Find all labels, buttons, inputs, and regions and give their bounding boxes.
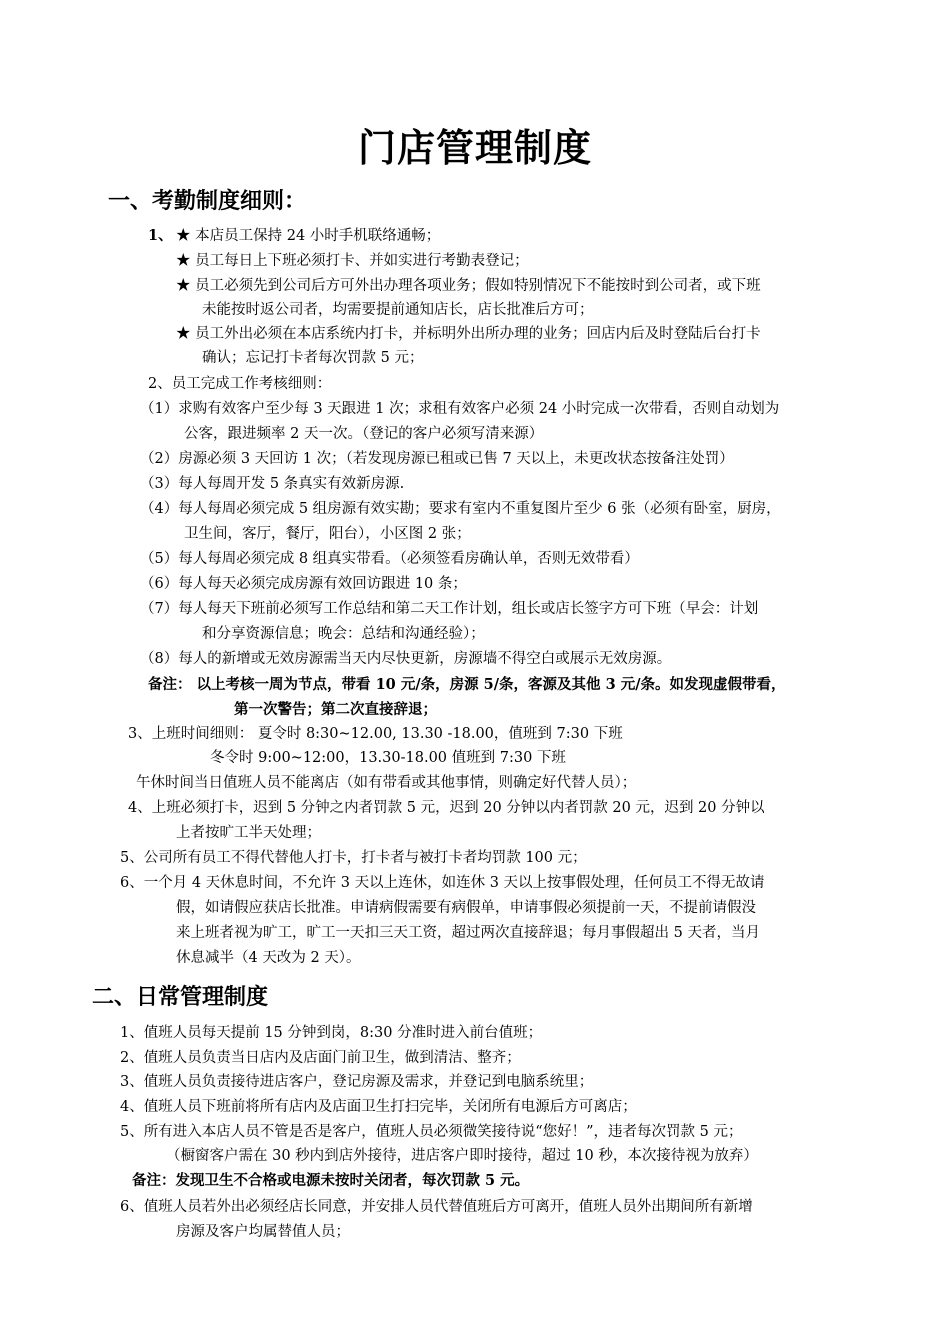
- assessment-line: （7）每人每天下班前必须写工作总结和第二天工作计划，组长或店长签字方可下班（早会：计划: [140, 601, 759, 617]
- assessment-continuation: 公客，跟进频率 2 天一次。（登记的客户必须写清来源）: [184, 426, 544, 442]
- page-title: 门店管理制度: [357, 125, 592, 170]
- section-1-heading: 一、考勤制度细则：: [108, 188, 307, 214]
- bullet-line: ★ 员工必须先到公司后方可外出办理各项业务；假如特别情况下不能按时到公司者，或下班: [176, 278, 761, 294]
- daily-rule-line: 1、值班人员每天提前 15 分钟到岗，8:30 分准时进入前台值班；: [120, 1025, 543, 1041]
- daily-rule-line: 3、值班人员负责接待进店客户，登记房源及需求，并登记到电脑系统里；: [120, 1074, 594, 1090]
- assessment-line: （2）房源必须 3 天回访 1 次；（若发现房源已租或已售 7 天以上，未更改状态按备注处罚）: [140, 451, 734, 467]
- assessment-line: （8）每人的新增或无效房源需当天内尽快更新，房源墙不得空白或展示无效房源。: [140, 651, 672, 667]
- daily-rule-line: 2、值班人员负责当日店内及店面门前卫生，做到清洁、整齐；: [120, 1050, 521, 1066]
- bullet-line: ★ 本店员工保持 24 小时手机联络通畅；: [176, 228, 441, 244]
- daily-rule-line: 5、所有进入本店人员不管是否是客户，值班人员必须微笑接待说“您好！”，违者每次罚款 5 元；: [120, 1124, 743, 1140]
- daily-rule-continuation: 房源及客户均属替值人员；: [176, 1224, 350, 1240]
- assessment-line: （5）每人每周必须完成 8 组真实带看。（必须签看房确认单，否则无效带看）: [140, 551, 639, 567]
- bullet-continuation: 确认；忘记打卡者每次罚款 5 元；: [202, 350, 424, 366]
- assessment-line: （4）每人每周必须完成 5 组房源有效实勘；要求有室内不重复图片至少 6 张（必须有卧室，厨房，: [140, 501, 781, 517]
- bullet-continuation: 未能按时返公司者，均需要提前通知店长，店长批准后方可；: [202, 302, 594, 318]
- work-hours-line: 3、上班时间细则： 夏令时 8:30~12.00, 13.30 -18.00，值班到 7:30 下班: [128, 726, 623, 742]
- work-hours-line: 冬令时 9:00~12:00，13.30-18.00 值班到 7:30 下班: [210, 750, 566, 766]
- leave-continuation: 来上班者视为旷工，旷工一天扣三天工资，超过两次直接辞退；每月事假超出 5 天者，当月: [176, 925, 760, 941]
- assessment-line: （3）每人每周开发 5 条真实有效新房源.: [140, 476, 405, 492]
- daily-rule-line: 4、值班人员下班前将所有店内及店面卫生打扫完毕，关闭所有电源后方可离店；: [120, 1099, 637, 1115]
- hygiene-note: 备注：发现卫生不合格或电源未按时关闭者，每次罚款 5 元。: [132, 1172, 530, 1189]
- assessment-continuation: 卫生间，客厅，餐厅，阳台），小区图 2 张；: [184, 526, 471, 542]
- assessment-note-continuation: 第一次警告；第二次直接辞退；: [234, 701, 437, 718]
- bullet-line: ★ 员工外出必须在本店系统内打卡，并标明外出所办理的业务；回店内后及时登陆后台打卡: [176, 326, 761, 342]
- section-2-heading: 二、日常管理制度: [92, 984, 269, 1010]
- leave-continuation: 假，如请假应获店长批准。申请病假需要有病假单，申请事假必须提前一天，不提前请假没: [176, 900, 756, 916]
- assessment-note: 备注： 以上考核一周为节点，带看 10 元/条，房源 5/条，客源及其他 3 元/条。如发现虚假带看，: [148, 676, 786, 693]
- leave-line: 6、一个月 4 天休息时间，不允许 3 天以上连休，如连休 3 天以上按事假处理，任何员工不得无故请: [120, 875, 765, 891]
- assessment-continuation: 和分享资源信息；晚会：总结和沟通经验）；: [202, 626, 485, 642]
- assessment-line: （6）每人每天必须完成房源有效回访跟进 10 条；: [140, 576, 467, 592]
- lunch-break-line: 午休时间当日值班人员不能离店（如有带看或其他事情，则确定好代替人员）；: [136, 775, 637, 791]
- daily-rule-line: 6、值班人员若外出必须经店长同意，并安排人员代替值班后方可离开，值班人员外出期间所有新增: [120, 1199, 753, 1215]
- assessment-line: （1）求购有效客户至少每 3 天跟进 1 次；求租有效客户必须 24 小时完成一次带看，否则自动划为: [140, 401, 780, 417]
- item-2-heading: 2、员工完成工作考核细则：: [148, 376, 332, 392]
- late-penalty-continuation: 上者按旷工半天处理；: [176, 825, 321, 841]
- bullet-line: ★ 员工每日上下班必须打卡、并如实进行考勤表登记；: [176, 253, 529, 269]
- item-number: 1、: [148, 227, 173, 244]
- leave-continuation: 休息减半（4 天改为 2 天）。: [176, 950, 361, 966]
- proxy-punch-line: 5、公司所有员工不得代替他人打卡，打卡者与被打卡者均罚款 100 元；: [120, 850, 587, 866]
- daily-rule-note: （橱窗客户需在 30 秒内到店外接待，进店客户即时接待，超过 10 秒，本次接待视为放弃）: [166, 1148, 758, 1164]
- late-penalty-line: 4、上班必须打卡，迟到 5 分钟之内者罚款 5 元，迟到 20 分钟以内者罚款 20 元，迟到 20 分钟以: [128, 800, 765, 816]
